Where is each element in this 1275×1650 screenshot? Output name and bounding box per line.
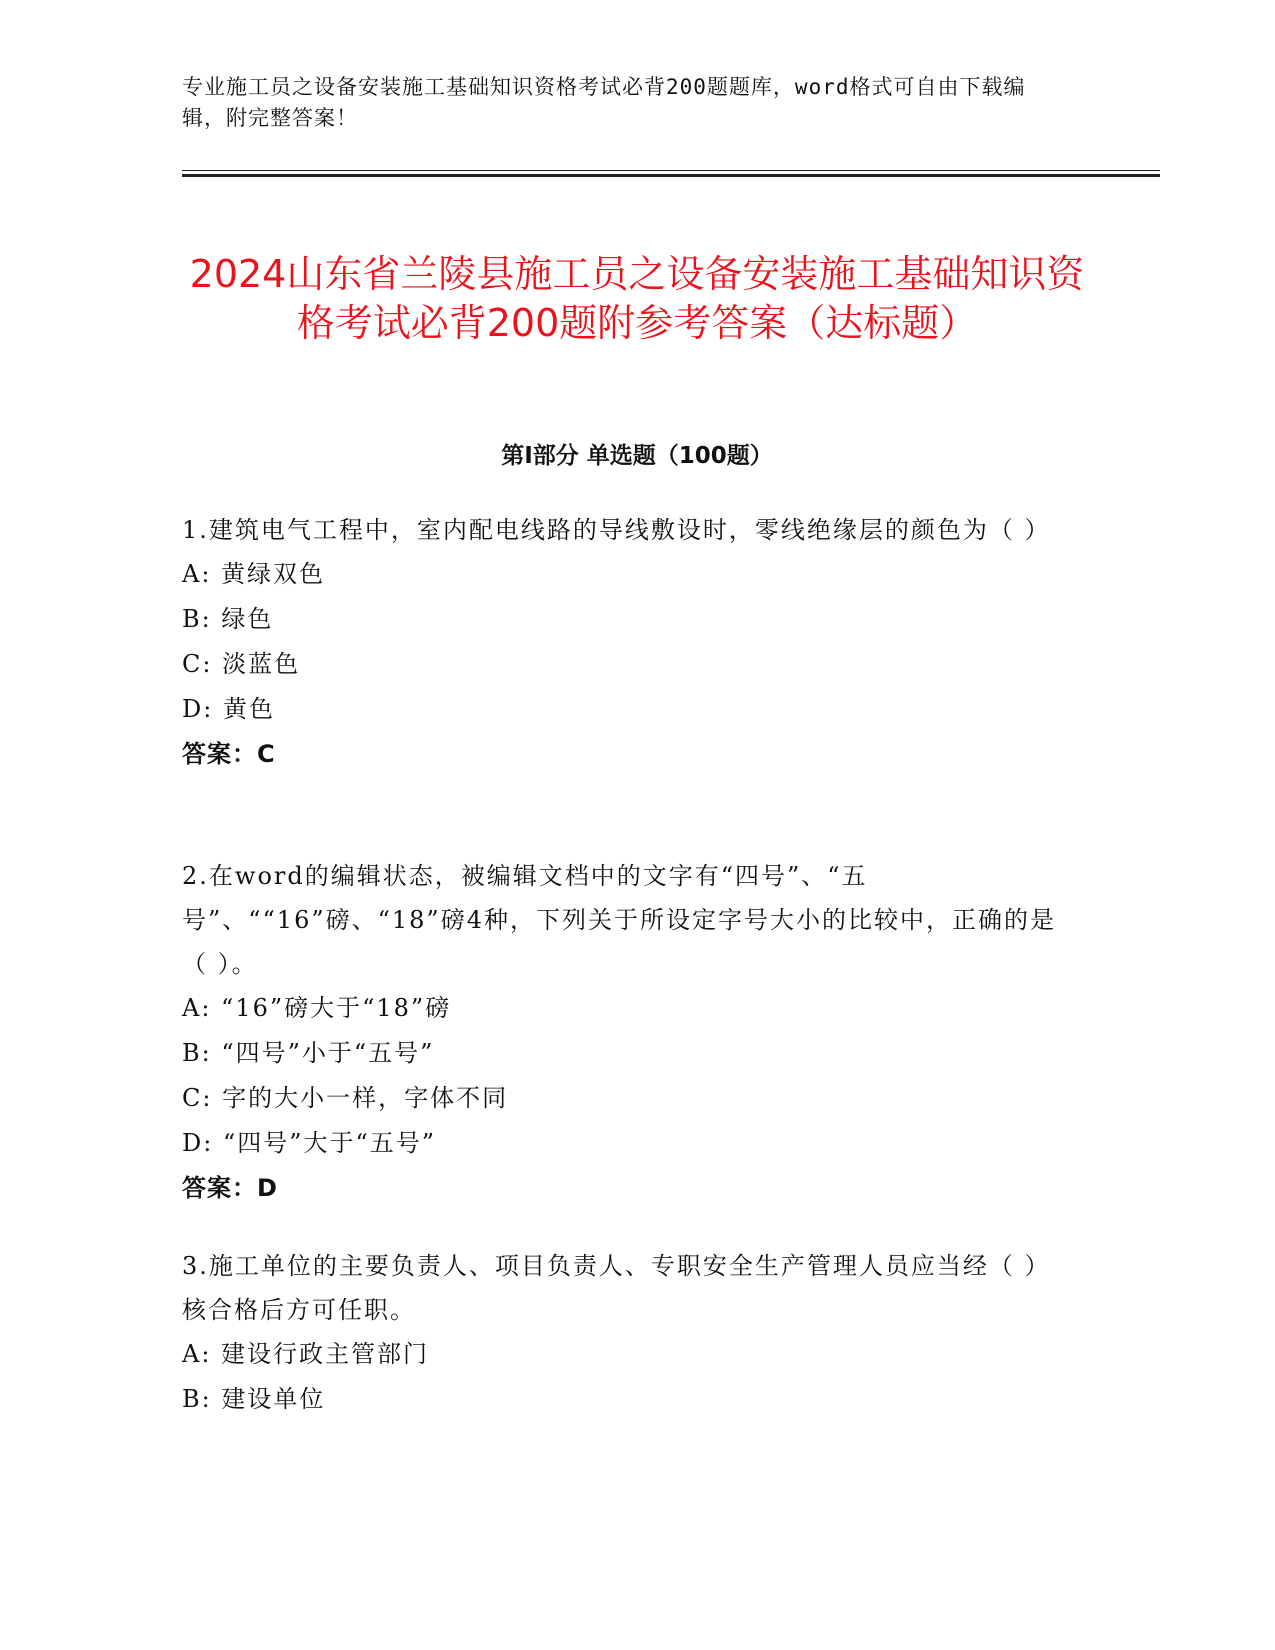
answer: 答案：D [182,1174,278,1202]
option-a: A: 建设行政主管部门 [182,1340,430,1368]
option-a: A: 黄绿双色 [182,560,326,588]
page-header: 专业施工员之设备安装施工基础知识资格考试必背200题题库，word格式可自由下载编辑，附完整答案！ [182,75,1026,130]
option-d: D: “四号”大于“五号” [182,1129,437,1157]
option-a: A: “16”磅大于“18”磅 [182,994,452,1022]
question-text: 1.建筑电气工程中，室内配电线路的导线敷设时，零线绝缘层的颜色为（ ） [182,516,1051,544]
option-c: C: 字的大小一样，字体不同 [182,1084,509,1112]
option-b: B: 绿色 [182,605,274,633]
option-d: D: 黄色 [182,695,275,723]
answer: 答案：C [182,740,276,768]
question-text: 3.施工单位的主要负责人、项目负责人、专职安全生产管理人员应当经（ ）核合格后方可任职。 [182,1252,1051,1324]
option-b: B: 建设单位 [182,1385,326,1413]
option-b: B: “四号”小于“五号” [182,1039,435,1067]
option-c: C: 淡蓝色 [182,650,301,678]
question-2 [182,854,1062,1211]
question-1 [182,508,1062,777]
header-divider-thin [182,170,1160,171]
document-title: 2024山东省兰陵县施工员之设备安装施工基础知识资格考试必背200题附参考答案（达标题） [189,252,1085,346]
question-3 [182,1244,1062,1422]
header-divider-thick [182,174,1160,177]
section-heading: 第I部分 单选题（100题） [501,443,773,469]
question-text: 2.在word的编辑状态，被编辑文档中的文字有“四号”、“五号”、““16”磅、“18”磅4种，下列关于所设定字号大小的比较中，正确的是（ ）。 [182,862,1056,978]
